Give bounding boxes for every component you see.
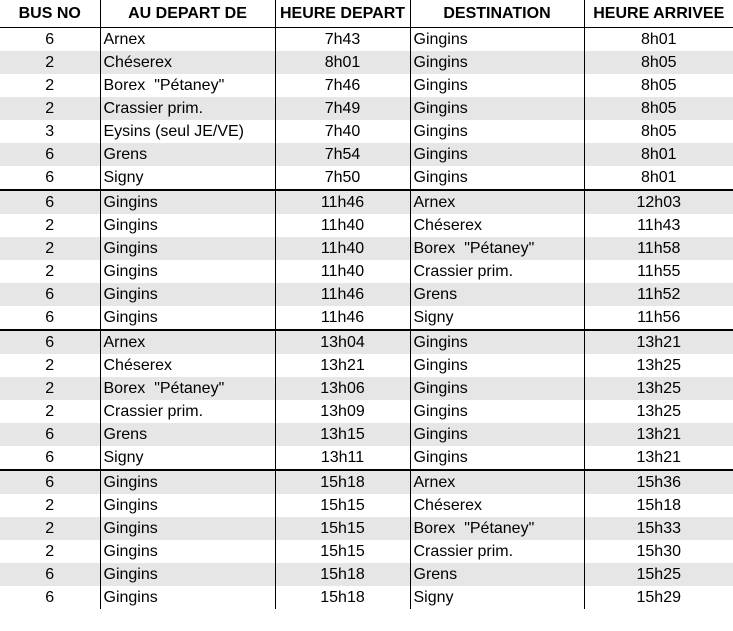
bus-number-cell: 6 [0, 190, 100, 214]
depart-from-cell: Signy [100, 166, 275, 190]
depart-from-cell: Gingins [100, 494, 275, 517]
arrival-time-cell: 11h55 [584, 260, 733, 283]
arrival-time-cell: 13h25 [584, 400, 733, 423]
bus-number-cell: 6 [45, 588, 55, 606]
bus-number-cell: 2 [0, 237, 100, 260]
destination-cell: Crassier prim. [410, 260, 584, 283]
depart-from-cell: Chéserex [100, 51, 275, 74]
depart-from-cell: Gingins [100, 237, 275, 260]
depart-time-cell: 7h46 [275, 74, 410, 97]
bus-number-cell: 2 [0, 51, 100, 74]
destination-cell: Borex "Pétaney" [410, 237, 584, 260]
destination-cell: Chéserex [410, 214, 584, 237]
depart-time-cell: 15h15 [275, 517, 410, 540]
destination-cell: Signy [410, 306, 584, 330]
table-row [0, 143, 733, 166]
bus-number-cell: 2 [45, 496, 55, 514]
depart-from-cell: Gingins [100, 283, 275, 306]
destination-cell: Signy [410, 586, 584, 609]
bus-number-cell: 2 [0, 377, 100, 400]
depart-from-cell: Gingins [100, 586, 275, 609]
table-row [0, 446, 733, 470]
arrival-time-cell: 15h36 [584, 470, 733, 494]
destination-cell: Gingins [410, 97, 584, 120]
destination-cell: Gingins [410, 400, 584, 423]
destination-cell: Gingins [410, 377, 584, 400]
destination-cell: Gingins [410, 143, 584, 166]
arrival-time-cell: 8h01 [584, 28, 733, 52]
table-row [0, 494, 733, 517]
table-row [0, 354, 733, 377]
header-destination: DESTINATION [410, 0, 584, 28]
arrival-time-cell: 11h43 [584, 214, 733, 237]
depart-time-cell: 13h15 [275, 423, 410, 446]
table-row [0, 283, 733, 306]
arrival-time-cell: 8h01 [584, 166, 733, 190]
arrival-time-cell: 15h25 [584, 563, 733, 586]
destination-cell: Arnex [410, 470, 584, 494]
arrival-time-cell: 13h21 [584, 446, 733, 470]
destination-cell: Gingins [410, 28, 584, 52]
table-row [0, 540, 733, 563]
depart-time-cell: 13h06 [275, 377, 410, 400]
arrival-time-cell: 13h25 [584, 377, 733, 400]
bus-number-cell: 6 [0, 143, 100, 166]
header-depart-time: HEURE DEPART [275, 0, 410, 28]
bus-number-cell: 6 [45, 308, 55, 326]
bus-number-cell: 6 [0, 470, 100, 494]
depart-from-cell: Borex "Pétaney" [100, 74, 275, 97]
table-row [0, 214, 733, 237]
depart-time-cell: 13h09 [275, 400, 410, 423]
depart-from-cell: Grens [100, 143, 275, 166]
depart-from-cell: Gingins [100, 260, 275, 283]
bus-number-cell: 2 [45, 216, 55, 234]
header-arrival-time: HEURE ARRIVEE [584, 0, 733, 28]
depart-from-cell: Chéserex [100, 354, 275, 377]
arrival-time-cell: 12h03 [584, 190, 733, 214]
arrival-time-cell: 8h05 [584, 97, 733, 120]
destination-cell: Gingins [410, 51, 584, 74]
table-row [0, 563, 733, 586]
depart-time-cell: 7h50 [275, 166, 410, 190]
depart-time-cell: 7h43 [275, 28, 410, 52]
header-row [0, 0, 733, 28]
bus-number-cell: 2 [45, 262, 55, 280]
bus-number-cell: 6 [45, 168, 55, 186]
table-row [0, 97, 733, 120]
depart-time-cell: 8h01 [275, 51, 410, 74]
depart-from-cell: Gingins [100, 190, 275, 214]
depart-from-cell: Gingins [100, 517, 275, 540]
bus-number-cell: 6 [45, 448, 55, 466]
depart-time-cell: 11h46 [275, 190, 410, 214]
depart-from-cell: Arnex [100, 330, 275, 354]
table-row [0, 470, 733, 494]
destination-cell: Grens [410, 283, 584, 306]
bus-number-cell: 2 [0, 97, 100, 120]
table-row [0, 74, 733, 97]
bus-number-cell: 2 [45, 542, 55, 560]
destination-cell: Gingins [410, 166, 584, 190]
table-row [0, 306, 733, 330]
bus-number-cell: 6 [45, 30, 55, 48]
destination-cell: Arnex [410, 190, 584, 214]
destination-cell: Gingins [410, 330, 584, 354]
depart-from-cell: Gingins [100, 563, 275, 586]
arrival-time-cell: 11h52 [584, 283, 733, 306]
arrival-time-cell: 15h18 [584, 494, 733, 517]
destination-cell: Gingins [410, 423, 584, 446]
destination-cell: Grens [410, 563, 584, 586]
depart-from-cell: Borex "Pétaney" [100, 377, 275, 400]
depart-time-cell: 11h46 [275, 306, 410, 330]
destination-cell: Gingins [410, 120, 584, 143]
header-depart-from: AU DEPART DE [100, 0, 275, 28]
table-row [0, 237, 733, 260]
table-row [0, 166, 733, 190]
bus-number-cell: 2 [45, 76, 55, 94]
depart-time-cell: 15h15 [275, 494, 410, 517]
arrival-time-cell: 15h29 [584, 586, 733, 609]
depart-time-cell: 11h40 [275, 214, 410, 237]
table-row [0, 260, 733, 283]
depart-from-cell: Arnex [100, 28, 275, 52]
depart-from-cell: Signy [100, 446, 275, 470]
bus-number-cell: 6 [0, 330, 100, 354]
depart-time-cell: 15h18 [275, 470, 410, 494]
table-row [0, 400, 733, 423]
depart-from-cell: Gingins [100, 540, 275, 563]
destination-cell: Gingins [410, 74, 584, 97]
bus-number-cell: 6 [0, 283, 100, 306]
arrival-time-cell: 13h21 [584, 423, 733, 446]
table-row [0, 190, 733, 214]
destination-cell: Chéserex [410, 494, 584, 517]
bus-number-cell: 3 [45, 122, 55, 140]
arrival-time-cell: 8h05 [584, 51, 733, 74]
bus-number-cell: 2 [45, 356, 55, 374]
depart-from-cell: Gingins [100, 470, 275, 494]
table-row [0, 51, 733, 74]
depart-time-cell: 7h54 [275, 143, 410, 166]
bus-number-cell: 2 [45, 402, 55, 420]
table-row [0, 377, 733, 400]
arrival-time-cell: 11h56 [584, 306, 733, 330]
depart-from-cell: Crassier prim. [100, 97, 275, 120]
bus-number-cell: 2 [0, 517, 100, 540]
destination-cell: Crassier prim. [410, 540, 584, 563]
depart-from-cell: Gingins [100, 306, 275, 330]
depart-time-cell: 15h15 [275, 540, 410, 563]
depart-time-cell: 13h04 [275, 330, 410, 354]
depart-time-cell: 13h11 [275, 446, 410, 470]
arrival-time-cell: 13h25 [584, 354, 733, 377]
depart-from-cell: Gingins [100, 214, 275, 237]
depart-from-cell: Eysins (seul JE/VE) [100, 120, 275, 143]
destination-cell: Gingins [410, 354, 584, 377]
table-row [0, 423, 733, 446]
depart-time-cell: 11h40 [275, 237, 410, 260]
table-row [0, 586, 733, 609]
table-row [0, 330, 733, 354]
bus-number-cell: 6 [0, 563, 100, 586]
arrival-time-cell: 8h05 [584, 74, 733, 97]
depart-time-cell: 11h46 [275, 283, 410, 306]
depart-time-cell: 15h18 [275, 563, 410, 586]
destination-cell: Borex "Pétaney" [410, 517, 584, 540]
depart-time-cell: 11h40 [275, 260, 410, 283]
depart-from-cell: Crassier prim. [100, 400, 275, 423]
header-bus-no: BUS NO [0, 0, 100, 28]
depart-time-cell: 7h49 [275, 97, 410, 120]
table-row [0, 28, 733, 52]
arrival-time-cell: 13h21 [584, 330, 733, 354]
arrival-time-cell: 11h58 [584, 237, 733, 260]
destination-cell: Gingins [410, 446, 584, 470]
arrival-time-cell: 8h05 [584, 120, 733, 143]
depart-time-cell: 15h18 [275, 586, 410, 609]
depart-from-cell: Grens [100, 423, 275, 446]
depart-time-cell: 13h21 [275, 354, 410, 377]
arrival-time-cell: 8h01 [584, 143, 733, 166]
arrival-time-cell: 15h30 [584, 540, 733, 563]
depart-time-cell: 7h40 [275, 120, 410, 143]
table-row [0, 120, 733, 143]
bus-number-cell: 6 [0, 423, 100, 446]
table-row [0, 517, 733, 540]
arrival-time-cell: 15h33 [584, 517, 733, 540]
